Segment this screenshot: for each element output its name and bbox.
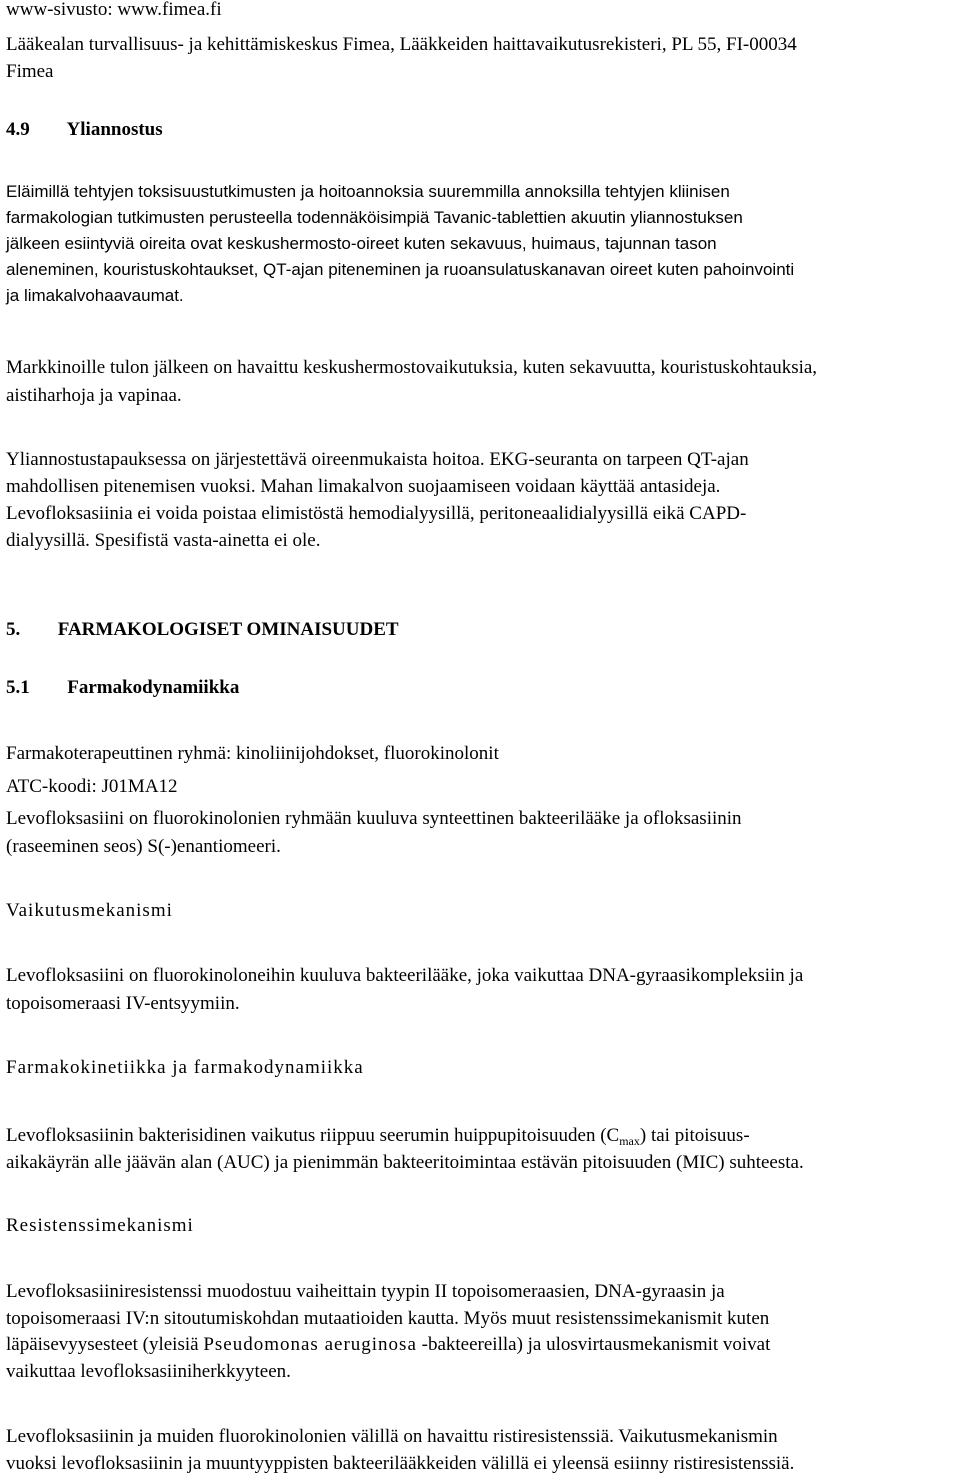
paragraph-line: topoisomeraasi IV-entsyymiin. [6, 993, 240, 1014]
paragraph-line: vuoksi levofloksasiinin ja muuntyyppisten bakteerilääkkeiden välillä ei yleensä esiinny ristiresistenssiä. [6, 1453, 795, 1474]
paragraph-line: mahdollisen pitenemisen vuoksi. Mahan limakalvon suojaamiseen voidaan käyttää antasideja. [6, 476, 721, 497]
paragraph-line: Levofloksasiinin ja muiden fluorokinolonien välillä on havaittu ristiresistenssiä. Vaikutusmekanismin [6, 1426, 778, 1447]
paragraph-line [6, 1124, 750, 1153]
paragraph-line: aikakäyrän alle jäävän alan (AUC) ja pienimmän bakteeritoimintaa estävän pitoisuuden (MIC) suhteesta. [6, 1152, 804, 1173]
section-number: 5. [6, 619, 21, 640]
pharmacotherapeutic-group: Farmakoterapeuttinen ryhmä: kinoliinijohdokset, fluorokinolonit [6, 743, 499, 764]
subheading-resistance: Resistenssimekanismi [6, 1215, 194, 1236]
paragraph-line: Markkinoille tulon jälkeen on havaittu keskushermostovaikutuksia, kuten sekavuutta, kouristuskohtauksia, [6, 357, 818, 378]
species-name: Pseudomonas aeruginosa [203, 1334, 417, 1355]
section-title: Farmakodynamiikka [67, 677, 240, 698]
res-text: -bakteereilla) ja ulosvirtausmekanismit voivat [421, 1334, 771, 1355]
subheading-mechanism: Vaikutusmekanismi [6, 900, 173, 921]
section-title: Yliannostus [66, 119, 163, 140]
pkpd-text: ) tai pitoisuus- [639, 1125, 750, 1146]
paragraph-line: Levofloksasiinia ei voida poistaa elimistöstä hemodialyysillä, peritoneaalidialyysillä eikä CAPD- [6, 503, 747, 524]
section-heading-5-1 [6, 676, 239, 700]
paragraph-line: Levofloksasiini on fluorokinolonien ryhmään kuuluva synteettinen bakteerilääke ja ofloksasiinin [6, 808, 742, 829]
paragraph-line: aleneminen, kouristuskohtaukset, QT-ajan piteneminen ja ruoansulatuskanavan oireet kuten pahoinvointi [6, 260, 795, 279]
section-heading-5 [6, 618, 399, 642]
section-title: FARMAKOLOGISET OMINAISUUDET [57, 619, 399, 640]
section-heading-4-9 [6, 118, 163, 142]
paragraph-line: Levofloksasiini on fluorokinoloneihin kuuluva bakteerilääke, joka vaikuttaa DNA-gyraasikompleksiin ja [6, 965, 804, 986]
paragraph-line: (raseeminen seos) S(-)enantiomeeri. [6, 836, 281, 857]
paragraph-line: Yliannostustapauksessa on järjestettävä oireenmukaista hoitoa. EKG-seuranta on tarpeen QT-ajan [6, 449, 749, 470]
pkpd-text: Levofloksasiinin bakterisidinen vaikutus riippuu seerumin huippupitoisuuden (C [6, 1125, 620, 1146]
paragraph-line: dialyysillä. Spesifistä vasta-ainetta ei ole. [6, 530, 321, 551]
paragraph-line: jälkeen esiintyviä oireita ovat keskushermosto-oireet kuten sekavuus, huimaus, tajunnan tason [6, 234, 717, 253]
website-line: www-sivusto: www.fimea.fi [6, 0, 222, 20]
res-text: läpäisevyysesteet (yleisiä [6, 1334, 199, 1355]
atc-code: ATC-koodi: J01MA12 [6, 776, 178, 797]
paragraph-line: ja limakalvohaavaumat. [6, 286, 184, 305]
paragraph-line: aistiharhoja ja vapinaa. [6, 385, 182, 406]
address-line: Fimea [6, 61, 54, 82]
section-number: 5.1 [6, 677, 30, 698]
paragraph-line: Eläimillä tehtyjen toksisuustutkimusten ja hoitoannoksia suuremmilla annoksilla tehtyjen kliinisen [6, 182, 730, 201]
paragraph-line [6, 1333, 770, 1357]
paragraph-line: farmakologian tutkimusten perusteella todennäköisimpiä Tavanic-tablettien akuutin yliannostuksen [6, 208, 743, 227]
address-line: Lääkealan turvallisuus- ja kehittämiskeskus Fimea, Lääkkeiden haittavaikutusrekisteri, PL 55, FI-00034 [6, 34, 797, 55]
subheading-pkpd: Farmakokinetiikka ja farmakodynamiikka [6, 1057, 364, 1078]
section-number: 4.9 [6, 119, 30, 140]
cmax-subscript: max [619, 1134, 640, 1148]
paragraph-line: Levofloksasiiniresistenssi muodostuu vaiheittain tyypin II topoisomeraasien, DNA-gyraasin ja [6, 1281, 725, 1302]
paragraph-line: topoisomeraasi IV:n sitoutumiskohdan mutaatioiden kautta. Myös muut resistenssimekanismit kuten [6, 1308, 770, 1329]
paragraph-line: vaikuttaa levofloksasiiniherkkyyteen. [6, 1361, 291, 1382]
